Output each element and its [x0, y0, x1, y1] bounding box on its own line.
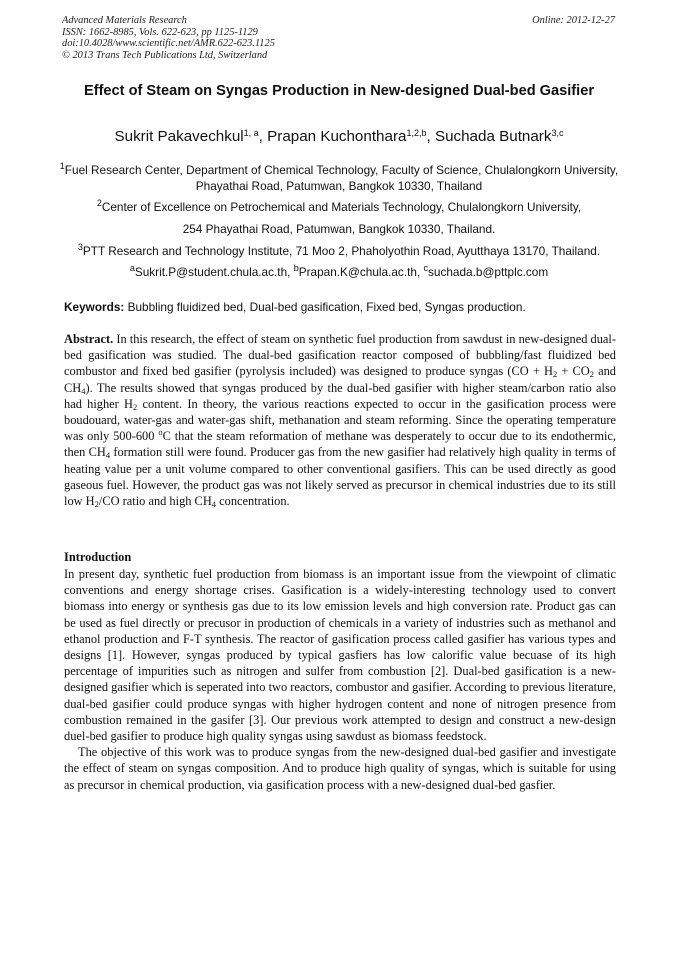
doi-line: doi:10.4028/www.scientific.net/AMR.622-623.1125	[62, 38, 275, 50]
journal-name: Advanced Materials Research	[62, 15, 187, 26]
affiliation	[58, 199, 620, 215]
copyright-line: © 2013 Trans Tech Publications Ltd, Switzerland	[62, 49, 268, 61]
keywords-text: Bubbling fluidized bed, Dual-bed gasification, Fixed bed, Syngas production.	[127, 300, 526, 314]
paragraph: In present day, synthetic fuel production from biomass is an important issue from the viewpoint of climatic conventions and energy shortage crises. Gasification is a widely-interesting technology used to convert biomass into energy or synthesis gas due to its low emission levels and high conversion rate. Product gas can be used as fuel directly or precusor in production of chemicals in a variety of industries such as methanol and ethanol production and F-T synthesis. The reactor of gasification process called gasifier has various types and designs [1]. However, syngas produced by typical gasfiers has low calorific value becuase of its high percentage of impurities such as nitrogen and sulfer from combustion [2]. Dual-bed gasification is a new-designed gasifier which is seperated into two reactors, combustor and gasifier. According to previous literature, dual-bed gasifier could produce syngas with higher hydrogen content and none of nitrogen presence from combustion remained in the gasifer [3]. Our previous work attempted to design and construct a new-design duel-bed gasifier to produce high quality syngas using sawdust as biomass feedstock.	[64, 567, 616, 744]
section-heading: Introduction	[64, 550, 132, 564]
paper-title: Effect of Steam on Syngas Production in New-designed Dual-bed Gasifier	[83, 83, 595, 99]
author-list	[40, 127, 638, 147]
affiliation-mark: 1	[59, 161, 65, 171]
keywords	[64, 299, 618, 315]
author-separator: ,	[258, 128, 268, 145]
email-mark: c	[423, 263, 428, 273]
author-name: Suchada Butnark	[434, 128, 552, 145]
affiliation	[58, 243, 620, 259]
abstract-text: In this research, the effect of steam on synthetic fuel production from sawdust in new-designed dual-bed gasification was studied. The dual-bed gasification reactor composed of bubbling/fast fluidized bed combustor and fixed bed gasifier (pyrolysis included) was designed to produce syngas (CO + H	[64, 332, 616, 379]
affiliation-text: 254 Phayathai Road, Patumwan, Bangkok 10330, Thailand.	[182, 222, 496, 236]
affiliation-text: PTT Research and Technology Institute, 71 Moo 2, Phaholyothin Road, Ayutthaya 13170, Thailand.	[82, 244, 601, 258]
author-separator: ,	[426, 128, 435, 145]
author-name: Prapan Kuchonthara	[267, 128, 407, 145]
author-affiliation-mark: 1, a	[243, 128, 259, 138]
affiliation-text: Fuel Research Center, Department of Chemical Technology, Faculty of Science, Chulalongkorn University, Phayathai Road, Patumwan, Bangkok 10330, Thailand	[64, 163, 619, 193]
author-affiliation-mark: 3,c	[551, 128, 564, 138]
author-name: Sukrit Pakavechkul	[114, 128, 244, 145]
journal-header	[62, 15, 275, 61]
online-date: Online: 2012-12-27	[532, 15, 615, 26]
abstract: Abstract. In this research, the effect of steam on synthetic fuel production from sawdust in new-designed dual-bed gasification was studied. The dual-bed gasification reactor composed of bubbling/fast fluidized bed combustor and fixed bed gasifier (pyrolysis included) was designed to produce syngas ($CO + H_2 + CO_2$ and $CH_4$). The results showed that syngas produced by the dual-bed gasifier with higher steam/carbon ratio also had higher $H_2$ content. In theory, the various reactions expected to occur in the gasification process were boudouard, water-gas and water-gas shift, methanation and steam reforming. Since the operating temperature was only 500-600 $^o$C that the steam reformation of methane was desperately to occur due to its endothermic, then $CH_4$ formation still were found. Producer gas from the new gasifier had relatively high quality in terms of heating value per a unit volume compared to other conventional gasifiers. This can be used directly as good gaseous fuel. However, the product gas was not likely served as precursor in chemical industries due to its still low $H_2/CO$ ratio and high $CH_4$ concentration.	[64, 332, 616, 510]
introduction-body	[64, 566, 616, 793]
email-address: Sukrit.P@student.chula.ac.th	[134, 265, 288, 279]
affiliation-text: Center of Excellence on Petrochemical and Materials Technology, Chulalongkorn University,	[101, 200, 582, 214]
email-mark: b	[293, 263, 299, 273]
abstract-label: Abstract.	[64, 332, 114, 346]
keywords-label: Keywords:	[64, 300, 125, 314]
issn-line: ISSN: 1662-8985, Vols. 622-623, pp 1125-1129	[62, 26, 258, 38]
affiliation-mark: 2	[96, 198, 102, 208]
affiliation-mark: 3	[77, 242, 83, 252]
email-address: Prapan.K@chula.ac.th	[298, 265, 417, 279]
affiliation	[58, 162, 620, 194]
email-address: suchada.b@pttplc.com	[428, 265, 549, 279]
email-line: $^a$Sukrit.P@student.chula.ac.th, $^b$Prapan.K@chula.ac.th, $^c$suchada.b@pttplc.com	[129, 263, 549, 279]
paragraph: The objective of this work was to produce syngas from the new-designed dual-bed gasifier and investigate the effect of steam on syngas composition. And to produce high quality of syngas, which is suitable for using as precursor in chemical production, via gasification process with a new-designed dual-bed gasfier.	[64, 745, 616, 792]
affiliation	[58, 221, 620, 237]
email-mark: a	[129, 263, 135, 273]
author-affiliation-mark: 1,2,b	[406, 128, 427, 138]
